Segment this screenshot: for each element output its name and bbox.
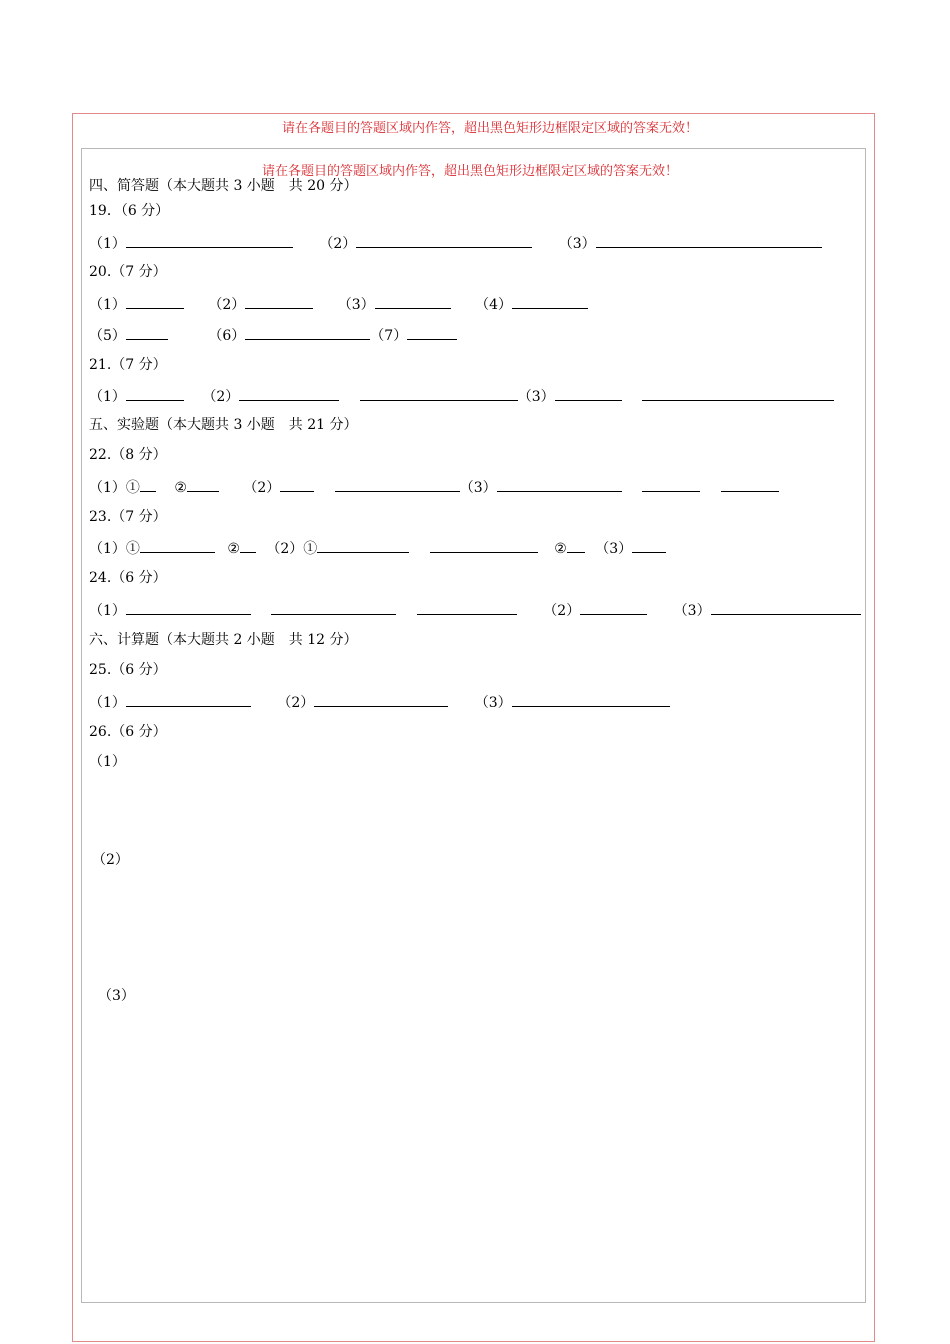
question-21-answers <box>89 386 834 406</box>
question-20-answers-row2 <box>89 325 457 345</box>
answer-blank[interactable] <box>497 477 622 492</box>
part-label: （2） <box>319 236 357 252</box>
part-label: （1） <box>89 389 126 405</box>
inner-answer-frame <box>81 148 866 1303</box>
answer-blank[interactable] <box>580 600 647 615</box>
answer-blank[interactable] <box>407 325 457 340</box>
answer-blank[interactable] <box>356 233 532 248</box>
answer-blank[interactable] <box>140 538 215 553</box>
question-20-title: 20.（7 分） <box>89 264 167 280</box>
answer-blank[interactable] <box>417 600 517 615</box>
question-25-answers <box>89 692 670 712</box>
question-22-answers <box>89 477 779 497</box>
question-19-title: 19．（6 分） <box>89 203 170 219</box>
question-26-title: 26.（6 分） <box>89 724 167 740</box>
part-label: ② <box>227 541 240 557</box>
section-five-title: 五、实验题（本大题共 3 小题 共 21 分） <box>89 417 358 433</box>
section-four-title: 四、简答题（本大题共 3 小题 共 20 分） <box>89 178 358 194</box>
question-21-title: 21.（7 分） <box>89 357 167 373</box>
part-label: （1）① <box>89 541 140 557</box>
answer-blank[interactable] <box>239 386 339 401</box>
part-label: ② <box>174 480 187 496</box>
question-26-part1-label: （1） <box>89 754 126 770</box>
answer-blank[interactable] <box>314 692 448 707</box>
part-label: ② <box>554 541 567 557</box>
answer-blank[interactable] <box>360 386 518 401</box>
answer-blank[interactable] <box>596 233 822 248</box>
part-label: （2）① <box>266 541 318 557</box>
question-24-title: 24.（6 分） <box>89 570 167 586</box>
question-22-title: 22.（8 分） <box>89 447 167 463</box>
part-label: （2） <box>277 695 315 711</box>
answer-blank[interactable] <box>335 477 460 492</box>
answer-blank[interactable] <box>126 692 251 707</box>
part-label: （3） <box>558 236 596 252</box>
part-label: （2） <box>543 603 581 619</box>
answer-blank[interactable] <box>126 233 293 248</box>
part-label: （2） <box>208 297 246 313</box>
warning-text-top: 请在各题目的答题区域内作答，超出黑色矩形边框限定区域的答案无效！ <box>282 121 699 136</box>
section-six-title: 六、计算题（本大题共 2 小题 共 12 分） <box>89 632 358 648</box>
question-19-answers <box>89 233 822 253</box>
part-label: （1） <box>89 603 126 619</box>
answer-blank[interactable] <box>280 477 314 492</box>
question-25-title: 25.（6 分） <box>89 662 167 678</box>
part-label: （4） <box>475 297 513 313</box>
answer-blank[interactable] <box>567 538 585 553</box>
answer-blank[interactable] <box>632 538 666 553</box>
answer-blank[interactable] <box>317 538 409 553</box>
answer-blank[interactable] <box>642 386 834 401</box>
part-label: （1） <box>89 236 126 252</box>
part-label: （7） <box>370 328 408 344</box>
part-label: （3） <box>337 297 375 313</box>
answer-blank[interactable] <box>245 325 370 340</box>
answer-blank[interactable] <box>642 477 700 492</box>
answer-blank[interactable] <box>512 692 670 707</box>
answer-blank[interactable] <box>187 477 219 492</box>
part-label: （3） <box>517 389 555 405</box>
part-label: （2） <box>202 389 240 405</box>
part-label: （3） <box>459 480 497 496</box>
part-label: （2） <box>243 480 281 496</box>
answer-blank[interactable] <box>430 538 538 553</box>
answer-blank[interactable] <box>721 477 779 492</box>
part-label: （3） <box>595 541 633 557</box>
part-label: （5） <box>89 328 126 344</box>
part-label: （6） <box>208 328 246 344</box>
answer-blank[interactable] <box>555 386 622 401</box>
question-24-answers <box>89 600 861 620</box>
part-label: （3） <box>673 603 711 619</box>
question-20-answers-row1 <box>89 294 588 314</box>
part-label: （3） <box>474 695 512 711</box>
answer-blank[interactable] <box>271 600 396 615</box>
answer-blank[interactable] <box>126 386 184 401</box>
part-label: （1） <box>89 297 126 313</box>
question-26-part2-label: （2） <box>92 852 129 868</box>
warning-text-inner: 请在各题目的答题区域内作答，超出黑色矩形边框限定区域的答案无效！ <box>262 164 679 179</box>
answer-blank[interactable] <box>375 294 451 309</box>
answer-blank[interactable] <box>711 600 861 615</box>
answer-blank[interactable] <box>140 477 156 492</box>
answer-blank[interactable] <box>245 294 313 309</box>
answer-blank[interactable] <box>126 600 251 615</box>
answer-blank[interactable] <box>126 294 184 309</box>
part-label: （1） <box>89 695 126 711</box>
answer-blank[interactable] <box>512 294 588 309</box>
question-23-answers <box>89 538 666 558</box>
question-23-title: 23.（7 分） <box>89 509 167 525</box>
part-label: （1）① <box>89 480 140 496</box>
question-26-part3-label: （3） <box>98 988 135 1004</box>
answer-blank[interactable] <box>126 325 168 340</box>
answer-blank[interactable] <box>240 538 256 553</box>
